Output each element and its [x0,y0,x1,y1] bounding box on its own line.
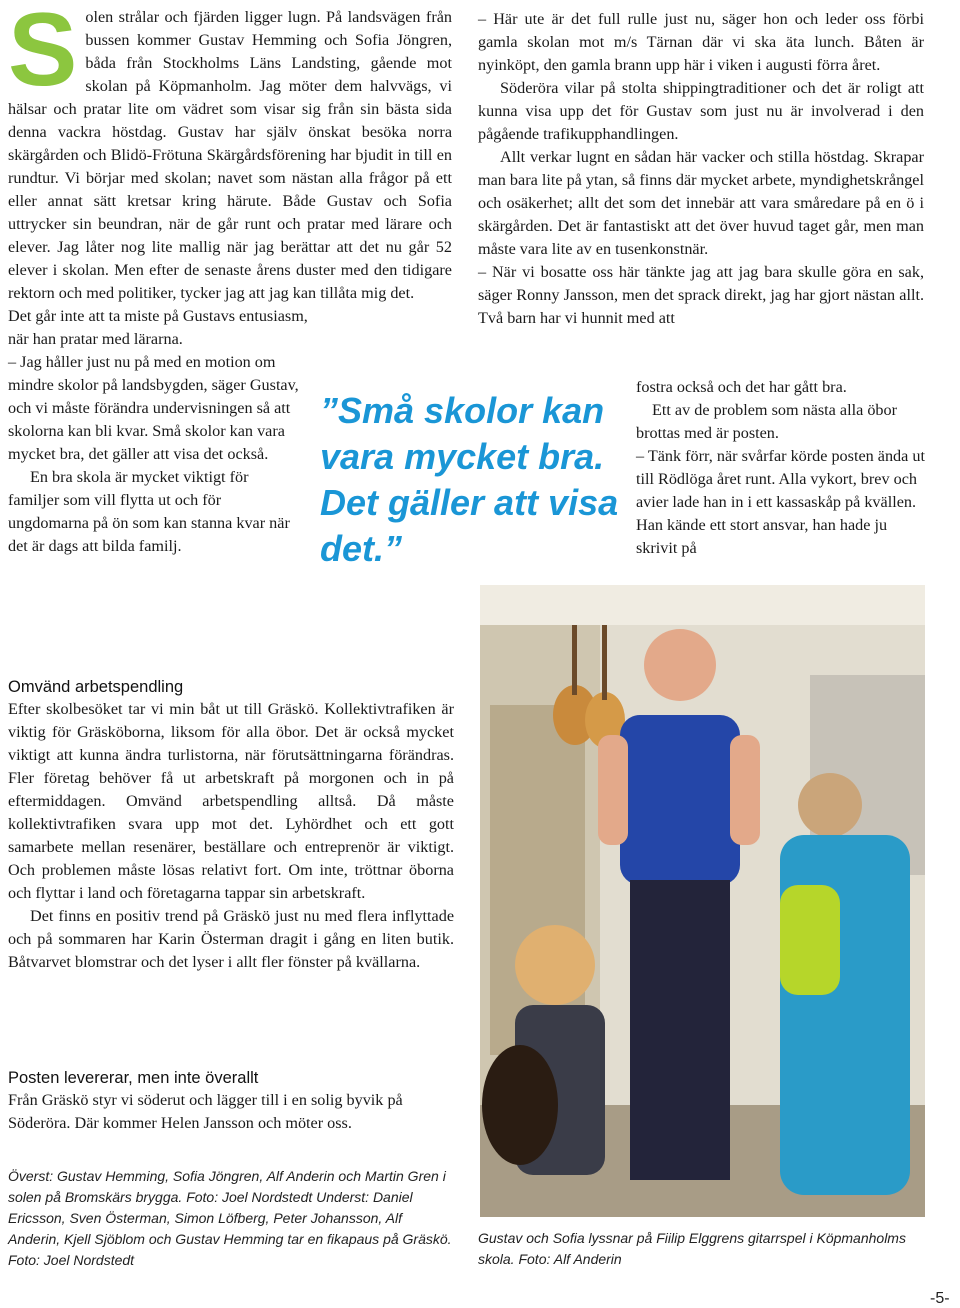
intro-paragraph-1: olen strålar och fjärden ligger lugn. På landsvägen från bussen kommer Gustav Hemming och Sofia Jöngren, båda från Stockholms Läns Landsting, gående mot skolan på Köpmanholm. Jag möter dem halvvägs, vi hälsar och pratar lite om vädret som visar sig från sin bästa sida denna vackra höstdag. Gustav har själv önskat besöka norra skärgården och Blidö-Frötuna Skärgårdsförening har bjudit in till en rundtur. Vi börjar med skolan; navet som nästan alla frågor på ett eller annat sätt kretsar kring härute. Både Gustav och Sofia uttrycker sin beundran, när de går runt och pratar med lärare och elever. Jag låter nog lite mallig när jag berättar att det nu går 52 elever i skolan. Men efter de senaste årens duster med den tidigare rektorn och med politiker, tycker jag att jag kan tillåta mig det. [8,8,452,302]
pull-quote: ”Små skolor kan vara mycket bra. Det gäller att visa det.” [320,390,619,569]
right-column-text [478,8,924,330]
right-paragraph-3: Allt verkar lugnt en sådan här vacker och stilla höstdag. Skrapar man bara lite på ytan, så finns där mycket arbete, myndighetskrångel och osäkerhet; allt det som det innebär att vara småredare på en ö i skärgården. Det är fantastiskt att det över huvud taget går, men man måste vara lite av en tusenkonstnär. [478,148,924,258]
photo-caption-left: Överst: Gustav Hemming, Sofia Jöngren, Alf Anderin och Martin Gren i solen på Bromskärs brygga. Foto: Joel Nordstedt Underst: Daniel Ericsson, Sven Österman, Simon Löfberg, Peter Johansson, Alf Anderin, Kjell Sjöblom och Gustav Hemming tar en fikapaus på Gräskö. Foto: Joel Nordstedt [8,1168,452,1268]
drop-cap: S [8,0,78,108]
right-paragraph-6: – Tänk förr, när svårfar körde posten ända ut till Rödlöga året runt. Alla vykort, brev och avier lade han in i ett kassaskåp på kvällen. Han kände ett stort ansvar, han hade ju skrivit på [636,447,925,557]
classroom-photo [480,585,925,1217]
photo-caption-right: Gustav och Sofia lyssnar på Fiilip Elggrens gitarrspel i Köpmanholms skola. Foto: Alf Anderin [478,1230,906,1267]
right-paragraph-4: – När vi bosatte oss här tänkte jag att jag bara skulle göra en sak, säger Ronny Jansson, men det sprack direkt, jag har gjort nästan allt. Två barn har vi hunnit med att [478,263,924,327]
page-number: -5- [930,1290,950,1307]
section-posten [8,1067,454,1135]
section-heading: Omvänd arbetspendling [8,678,184,696]
right-column-narrow [636,376,928,560]
right-paragraph-4-end: fostra också och det har gått bra. [636,378,847,396]
right-paragraph-1: – Här ute är det full rulle just nu, säger hon och leder oss förbi gamla skolan mot m/s Tärnan där vi ska äta lunch. Båten är nyinköpt, den gamla brann upp här i viken i augusti förra året. [478,10,924,74]
right-paragraph-2: Söderöra vilar på stolta shippingtraditioner och det är roligt att kunna visa upp det för Gustav som just nu är involverad i den pågående trafikupphandlingen. [478,79,924,143]
section-paragraph-1: Från Gräskö styr vi söderut och lägger till i en solig byvik på Söderöra. Där kommer Helen Jansson och möter oss. [8,1091,403,1132]
right-paragraph-5: Ett av de problem som nästa alla öbor brottas med är posten. [636,401,897,442]
intro-paragraph-3: – Jag håller just nu på med en motion om mindre skolor på landsbygden, säger Gustav, och vi måste förändra undervisningen så att skolorna kan bli kvar. Små skolor kan vara mycket bra, det gäller att visa det också. [8,353,299,463]
section-omvand [8,676,454,974]
section-paragraph-1: Efter skolbesöket tar vi min båt ut till Gräskö. Kollektivtrafiken är viktig för Gräsköborna, liksom för alla öbor. Det är också mycket viktigt att kunna ändra turlistorna, när förutsättningarna förändras. Fler företag behöver få ut arbetskraft på morgonen och in på eftermiddagen. Omvänd arbetspendling alltså. Då måste kollektivtrafiken svara upp mot det. Lyhördhet och ett gott samarbete mellan resenärer, beställare och entreprenör är viktigt. Och problemen måste lösas relativt fort. Om inte, tröttnar öborna och flyttar i land och företagarna tappar sin arbetskraft. [8,700,454,902]
section-heading: Posten levererar, men inte överallt [8,1069,259,1087]
intro-paragraph-4: En bra skola är mycket viktigt för familjer som vill flytta ut och för ungdomarna på ön som kan stanna kvar när det är dags att bilda familj. [8,468,290,555]
section-paragraph-2: Det finns en positiv trend på Gräskö just nu med flera inflyttade och på sommaren har Karin Österman dragit i gång en liten butik. Båtvarvet blomstrar och det lyser i allt fler fönster på kvällarna. [8,907,454,971]
intro-paragraph-2: Det går inte att ta miste på Gustavs entusiasm, när han pratar med lärarna. [8,307,308,348]
